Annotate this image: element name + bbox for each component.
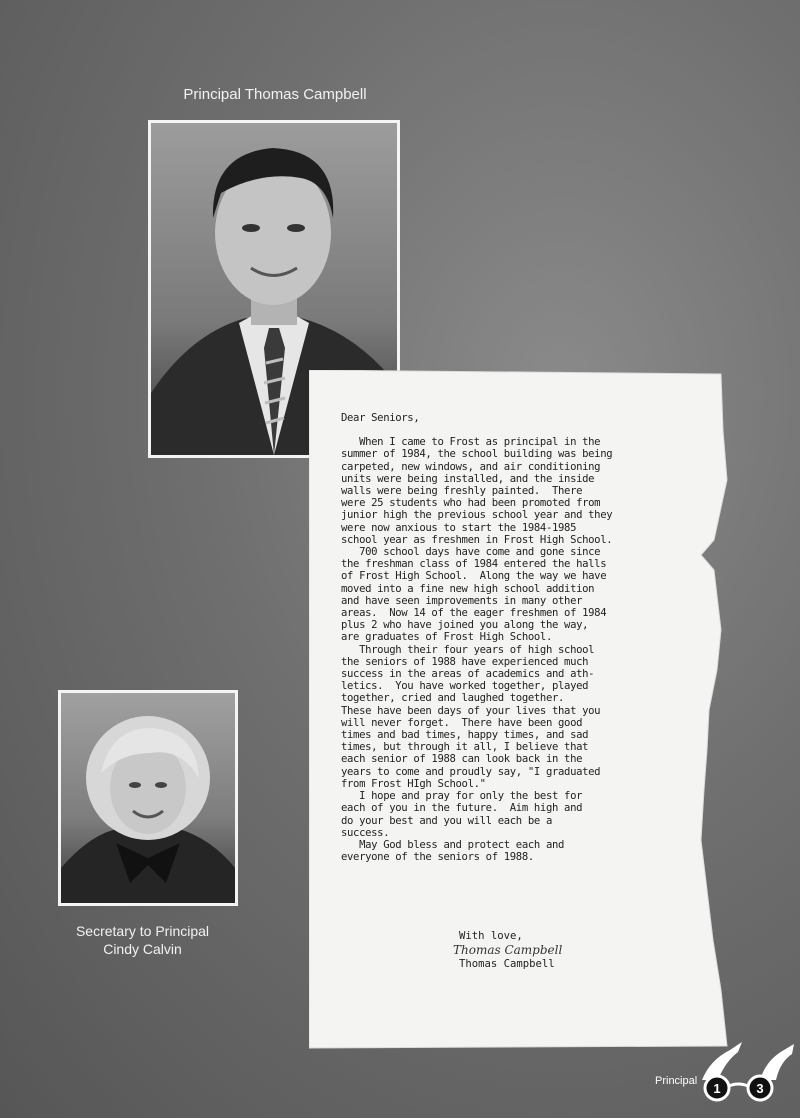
letter-line: were 25 students who had been promoted from bbox=[341, 497, 601, 510]
letter-closing-block bbox=[453, 930, 659, 970]
letter-line: each of you in the future. Aim high and bbox=[341, 802, 583, 815]
page-digit-ones: 3 bbox=[756, 1081, 764, 1096]
letter-line: walls were being freshly painted. There bbox=[341, 485, 583, 498]
handwritten-signature: Thomas Campbell bbox=[453, 943, 563, 957]
principal-letter bbox=[309, 370, 739, 1050]
letter-line: success in the areas of academics and ath- bbox=[341, 668, 595, 681]
letter-closing: With love, bbox=[459, 930, 523, 942]
secretary-caption bbox=[40, 923, 245, 958]
letter-line: Through their four years of high school bbox=[341, 643, 595, 656]
letter-line: times, but through it all, I believe that bbox=[341, 741, 589, 754]
letter-line: were now anxious to start the 1984-1985 bbox=[341, 521, 577, 534]
secretary-portrait-image bbox=[61, 693, 235, 903]
letter-line: of Frost High School. Along the way we have bbox=[341, 570, 607, 583]
letter-line: I hope and pray for only the best for bbox=[341, 790, 583, 803]
letter-line: plus 2 who have joined you along the way, bbox=[341, 619, 589, 632]
letter-line: These have been days of your lives that you bbox=[341, 704, 601, 717]
section-label: Principal bbox=[655, 1075, 698, 1087]
letter-line: together, cried and laughed together. bbox=[341, 692, 565, 705]
letter-line: When I came to Frost as principal in the bbox=[341, 436, 601, 449]
letter-line: from Frost HIgh School." bbox=[341, 777, 486, 790]
letter-line: do your best and you will each be a bbox=[341, 814, 552, 827]
principal-caption: Principal Thomas Campbell bbox=[183, 86, 367, 103]
secretary-name: Cindy Calvin bbox=[103, 940, 182, 957]
letter-line: the freshman class of 1984 entered the halls bbox=[341, 558, 607, 571]
letter-line: areas. Now 14 of the eager freshmen of 1984 bbox=[341, 607, 607, 620]
letter-line: will never forget. There have been good bbox=[341, 716, 583, 729]
letter-line: 700 school days have come and gone since bbox=[341, 546, 601, 559]
letter-line: times and bad times, happy times, and sad bbox=[341, 729, 589, 742]
glasses-page-number-icon bbox=[700, 1040, 796, 1102]
letter-line: years to come and proudly say, "I graduated bbox=[341, 765, 601, 778]
letter-body bbox=[341, 412, 701, 863]
letter-greeting: Dear Seniors, bbox=[341, 412, 420, 424]
secretary-title: Secretary to Principal bbox=[75, 923, 210, 939]
letter-line: units were being installed, and the inside bbox=[341, 472, 595, 485]
letter-line: letics. You have worked together, played bbox=[341, 680, 589, 693]
letter-line: summer of 1984, the school building was being bbox=[341, 448, 613, 461]
typed-name: Thomas Campbell bbox=[459, 958, 555, 970]
letter-line: moved into a fine new high school addition bbox=[341, 582, 595, 595]
letter-line: each senior of 1988 can look back in the bbox=[341, 753, 583, 766]
letter-line: are graduates of Frost High School. bbox=[341, 631, 552, 644]
page-digit-tens: 1 bbox=[713, 1081, 721, 1096]
letter-line: carpeted, new windows, and air conditioning bbox=[341, 460, 601, 473]
letter-line: success. bbox=[341, 826, 390, 839]
letter-line: and have seen improvements in many other bbox=[341, 594, 583, 607]
letter-line: everyone of the seniors of 1988. bbox=[341, 851, 534, 864]
letter-line: the seniors of 1988 have experienced much bbox=[341, 655, 589, 668]
letter-line: school year as freshmen in Frost High School. bbox=[341, 533, 613, 546]
letter-line: May God bless and protect each and bbox=[341, 838, 565, 851]
letter-line: junior high the previous school year and they bbox=[341, 509, 613, 522]
secretary-photo bbox=[58, 690, 238, 906]
letter-paragraphs bbox=[341, 436, 701, 863]
